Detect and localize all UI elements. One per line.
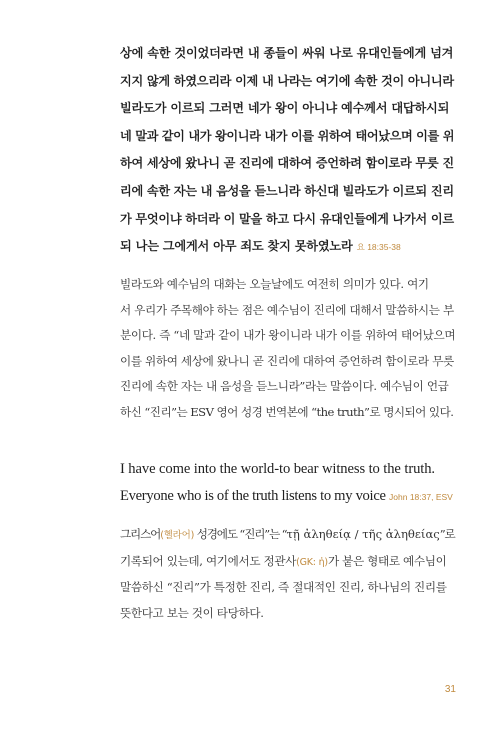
scripture-reference: 요 18:35-38 (356, 242, 401, 253)
paragraph-line: 서 우리가 주목해야 하는 점은 예수님이 진리에 대해서 말씀하시는 부 (120, 302, 454, 317)
accent-annotation: (헬라어) (160, 530, 195, 541)
paragraph-line: 하신 “진리”는 ESV 영어 성경 번역본에 “the truth”로 명시되어 있다. (120, 404, 454, 419)
paragraph-line: 분이다. 즉 “네 말과 같이 내가 왕이니라 내가 이를 위하여 태어났으며 (120, 328, 456, 343)
english-quote-line: I have come into the world-to bear witness to the truth. (120, 461, 435, 477)
commentary-paragraph (120, 272, 456, 426)
page-number: 31 (444, 684, 456, 695)
bible-quote-korean (120, 40, 456, 262)
paragraph-line (120, 522, 456, 549)
quote-line: 가 무엇이냐 하더라 이 말을 하고 다시 유대인들에게 나가서 이르 (120, 211, 454, 226)
quote-last-text: 되 나는 그에게서 아무 죄도 찾지 못하였노라 (120, 239, 353, 254)
accent-annotation: (GK: ἡ) (296, 556, 328, 568)
text-segment: 성경에도 “진리”는 “ (194, 527, 287, 541)
quote-line: 빌라도가 이르되 그러면 네가 왕이 아니냐 예수께서 대답하시되 (120, 101, 450, 116)
quote-line: 지지 않게 하였으리라 이제 내 나라는 여기에 속한 것이 아니니라 (120, 73, 454, 88)
quote-line: 하여 세상에 왔나니 곧 진리에 대하여 증언하려 함이로라 무릇 진 (120, 156, 454, 171)
quote-line-last (120, 233, 456, 262)
greek-paragraph (120, 522, 456, 626)
english-quote-line-last (120, 483, 456, 511)
paragraph-line: 빌라도와 예수님의 대화는 오늘날에도 여전히 의미가 있다. 여기 (120, 277, 429, 291)
english-quote-text: Everyone who is of the truth listens to my voice (120, 488, 386, 504)
text-segment: 기록되어 있는데, 여기에서도 정관사 (120, 553, 297, 568)
paragraph-line: 말씀하신 “진리”가 특정한 진리, 즉 절대적인 진리, 하나님의 진리를 (120, 580, 447, 595)
english-bible-quote (120, 456, 456, 511)
quote-line: 리에 속한 자는 내 음성을 듣느니라 하신대 빌라도가 이르되 진리 (120, 183, 454, 198)
greek-text: τῇ ἀληθείᾳ / τῆς ἀληθείας (286, 527, 440, 541)
scripture-reference: John 18:37, ESV (389, 492, 453, 502)
paragraph-line (120, 549, 456, 576)
text-segment: ”로 (439, 527, 455, 541)
text-segment: 가 붙은 형태로 예수님이 (327, 553, 447, 568)
quote-line: 상에 속한 것이었더라면 내 종들이 싸워 나로 유대인들에게 넘겨 (120, 46, 454, 60)
text-segment: 그리스어 (120, 527, 161, 541)
paragraph-line: 진리에 속한 자는 내 음성을 듣느니라”라는 말씀이다. 예수님이 언급 (120, 379, 449, 394)
paragraph-line: 이를 위하여 세상에 왔나니 곧 진리에 대하여 증언하려 함이로라 무릇 (120, 353, 454, 368)
quote-line: 네 말과 같이 내가 왕이니라 내가 이를 위하여 태어났으며 이를 위 (120, 128, 455, 143)
paragraph-line: 뜻한다고 보는 것이 타당하다. (120, 605, 264, 620)
